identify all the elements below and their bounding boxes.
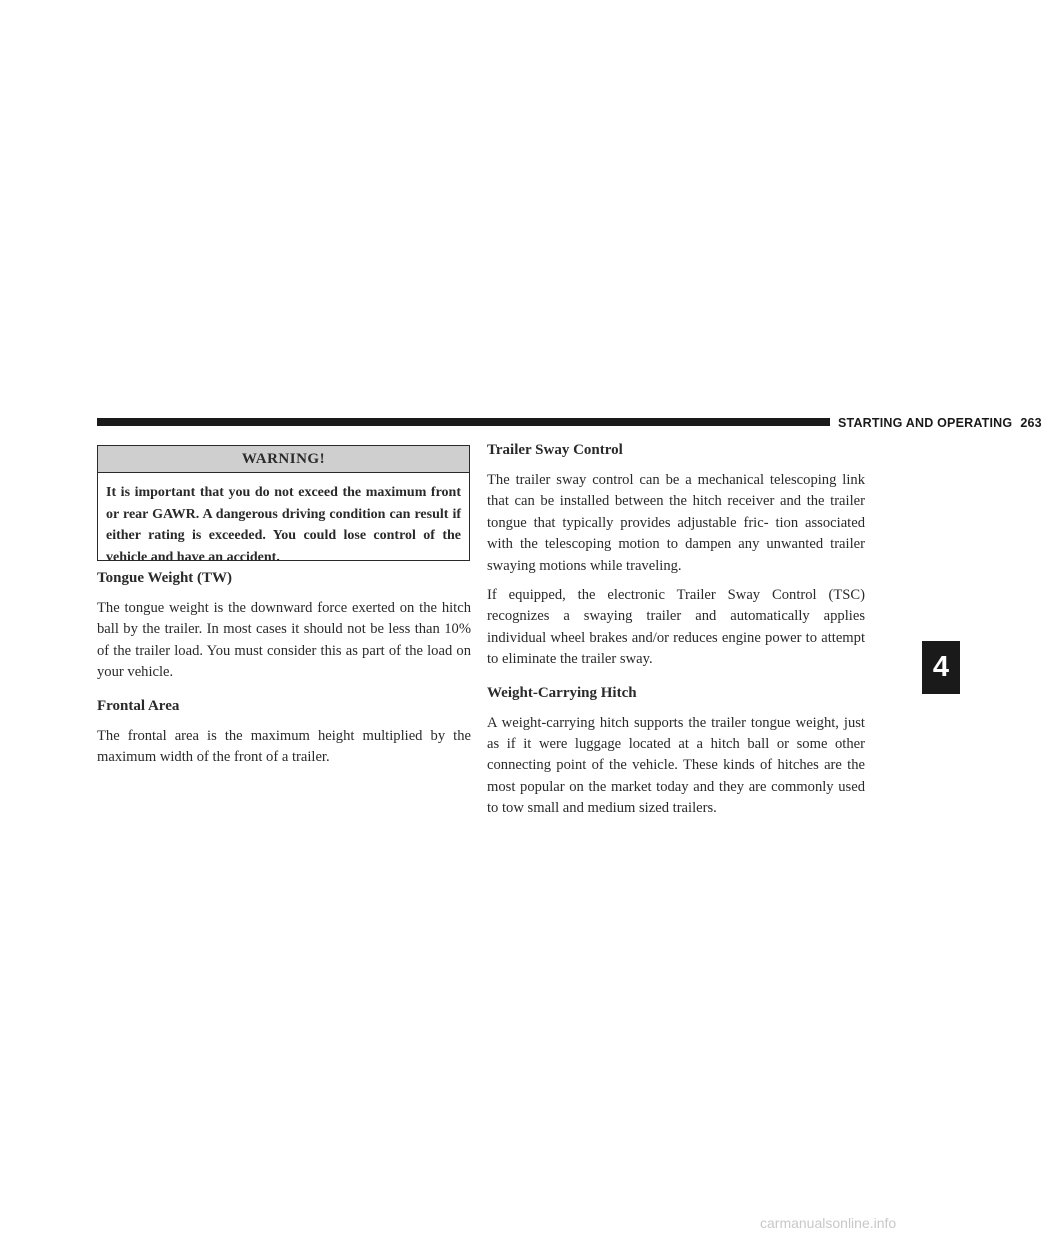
- weight-carrying-text: A weight-carrying hitch supports the trailer tongue weight, just as if it were luggage located at a hitch ball or some other connecting point of the vehicle. These kinds of hitches are the most popular on the market today and they are commonly used to tow small and medium sized trailers.: [487, 714, 865, 817]
- right-column: [487, 440, 865, 820]
- page-number: 263: [1020, 416, 1042, 430]
- watermark-link[interactable]: carmanualsonline.info: [760, 1215, 897, 1231]
- tongue-weight-heading: Tongue Weight (TW): [97, 570, 233, 586]
- frontal-area-heading: Frontal Area: [97, 697, 180, 714]
- tongue-weight-text: The tongue weight is the downward force exerted on the hitch ball by the trailer. In most cases it should not be less than 10% of the trailer load. You must consider this as part of the load on your vehicle.: [97, 600, 471, 681]
- weight-carrying-heading: Weight-Carrying Hitch: [487, 684, 637, 701]
- trailer-sway-text-1: The trailer sway control can be a mechanical telescoping link that can be installed between the hitch receiver and the trailer tongue that typically provides adjustable fric- tion associated with the telescoping motion to dampen any unwanted trailer swaying motions while traveling.: [487, 472, 865, 574]
- warning-body: It is important that you do not exceed the maximum front or rear GAWR. A dangerous driving condition can result if either rating is exceeded. You could lose control of the vehicle and have an accident.: [106, 485, 461, 565]
- trailer-sway-heading: Trailer Sway Control: [487, 442, 623, 458]
- frontal-area-text: The frontal area is the maximum height multiplied by the maximum width of the front of a trailer.: [97, 727, 471, 766]
- running-header: [838, 416, 1042, 430]
- chapter-tab: 4: [922, 641, 960, 694]
- left-column: [97, 568, 471, 768]
- warning-title: WARNING!: [98, 446, 469, 473]
- section-title: STARTING AND OPERATING: [838, 416, 1013, 430]
- warning-box: [97, 445, 470, 565]
- header-rule: [97, 418, 830, 426]
- trailer-sway-text-2: If equipped, the electronic Trailer Sway Control (TSC) recognizes a swaying trailer and automatically applies individual wheel brakes and/or reduces engine power to attempt to eliminate the trailer sway.: [487, 587, 865, 668]
